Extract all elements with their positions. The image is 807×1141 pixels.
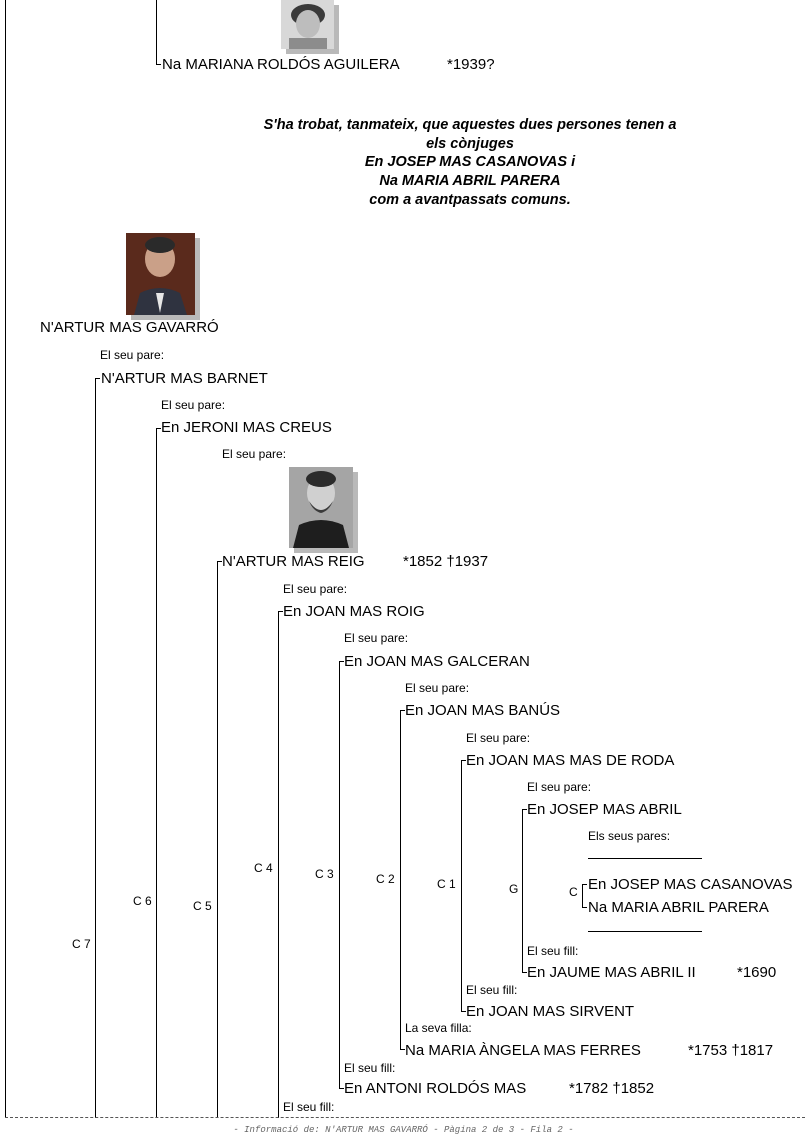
bracket-c7 bbox=[95, 378, 96, 1118]
message-line-4: Na MARIA ABRIL PARERA bbox=[379, 173, 561, 189]
gen-c1: C 1 bbox=[437, 877, 456, 891]
outer-left-line bbox=[5, 0, 6, 1118]
label-father-5: El seu pare: bbox=[344, 631, 409, 645]
gen-c7: C 7 bbox=[72, 937, 91, 951]
gen-c5: C 5 bbox=[193, 899, 212, 913]
person-josep-mas-abril: En JOSEP MAS ABRIL bbox=[527, 801, 682, 818]
person-antoni-roldos-mas: En ANTONI ROLDÓS MAS bbox=[344, 1080, 527, 1097]
person-artur-mas-reig-date: *1852 †1937 bbox=[403, 553, 489, 570]
bracket-couple-tick-top bbox=[582, 884, 587, 885]
person-maria-angela-mas-ferres-date: *1753 †1817 bbox=[688, 1042, 774, 1059]
person-joan-mas-galceran: En JOAN MAS GALCERAN bbox=[344, 653, 530, 670]
message-line-2: els cònjuges bbox=[426, 136, 514, 152]
person-jeroni-mas-creus: En JERONI MAS CREUS bbox=[161, 419, 332, 436]
bracket-c3 bbox=[339, 661, 340, 1088]
label-son-4: El seu fill: bbox=[283, 1100, 335, 1114]
parents-separator-top bbox=[588, 858, 702, 859]
gen-c6: C 6 bbox=[133, 894, 152, 908]
bracket-couple bbox=[582, 884, 583, 907]
label-father-4: El seu pare: bbox=[283, 582, 348, 596]
gen-c3: C 3 bbox=[315, 867, 334, 881]
mariana-name: Na MARIANA ROLDÓS AGUILERA bbox=[162, 56, 400, 73]
person-maria-abril-parera: Na MARIA ABRIL PARERA bbox=[588, 899, 769, 916]
bottom-dashed-border bbox=[5, 1117, 805, 1118]
page-footer: - Informació de: N'ARTUR MAS GAVARRÓ - Pàgina 2 de 3 - Fila 2 - bbox=[233, 1125, 574, 1135]
label-son-1: El seu fill: bbox=[527, 944, 579, 958]
parents-separator-bottom bbox=[588, 931, 702, 932]
label-father-2: El seu pare: bbox=[161, 398, 226, 412]
artur-mas-reig-photo bbox=[289, 467, 353, 548]
person-artur-mas-reig: N'ARTUR MAS REIG bbox=[222, 553, 365, 570]
mariana-bracket bbox=[156, 0, 157, 65]
label-parents: Els seus pares: bbox=[588, 829, 671, 843]
bracket-c1 bbox=[461, 760, 462, 1011]
person-artur-mas-gavarro: N'ARTUR MAS GAVARRÓ bbox=[40, 319, 219, 336]
bracket-couple-tick-bottom bbox=[582, 907, 587, 908]
mariana-photo bbox=[281, 0, 334, 49]
person-joan-mas-banus: En JOAN MAS BANÚS bbox=[405, 702, 561, 719]
mariana-bracket-tick bbox=[156, 64, 161, 65]
person-joan-mas-mas-de-roda: En JOAN MAS MAS DE RODA bbox=[466, 752, 675, 769]
person-jaume-mas-abril-date: *1690 bbox=[737, 964, 777, 981]
gen-g: G bbox=[509, 882, 519, 896]
label-son-3: El seu fill: bbox=[344, 1061, 396, 1075]
bracket-c7-tick bbox=[95, 378, 100, 379]
label-father-8: El seu pare: bbox=[527, 780, 592, 794]
message-line-5: com a avantpassats comuns. bbox=[369, 192, 571, 208]
person-maria-angela-mas-ferres: Na MARIA ÀNGELA MAS FERRES bbox=[405, 1042, 641, 1059]
gen-c2: C 2 bbox=[376, 872, 395, 886]
bracket-c6 bbox=[156, 428, 157, 1118]
bracket-c4 bbox=[278, 611, 279, 1118]
gen-c4: C 4 bbox=[254, 861, 273, 875]
person-josep-mas-casanovas: En JOSEP MAS CASANOVAS bbox=[588, 876, 793, 893]
message-line-1: S'ha trobat, tanmateix, que aquestes dues persones tenen a bbox=[263, 117, 677, 133]
label-father-3: El seu pare: bbox=[222, 447, 287, 461]
person-joan-mas-roig: En JOAN MAS ROIG bbox=[283, 603, 425, 620]
bracket-c2 bbox=[400, 710, 401, 1049]
label-father-1: El seu pare: bbox=[100, 348, 165, 362]
mariana-date: *1939? bbox=[447, 56, 495, 73]
bracket-c5 bbox=[217, 561, 218, 1118]
person-joan-mas-sirvent: En JOAN MAS SIRVENT bbox=[466, 1003, 635, 1020]
message-line-3: En JOSEP MAS CASANOVAS i bbox=[364, 154, 576, 170]
person-jaume-mas-abril: En JAUME MAS ABRIL II bbox=[527, 964, 696, 981]
bracket-g bbox=[522, 809, 523, 972]
label-father-7: El seu pare: bbox=[466, 731, 531, 745]
artur-mas-gavarro-photo bbox=[126, 233, 195, 315]
label-son-2: El seu fill: bbox=[466, 983, 518, 997]
gen-c: C bbox=[569, 885, 578, 899]
label-father-6: El seu pare: bbox=[405, 681, 470, 695]
person-artur-mas-barnet: N'ARTUR MAS BARNET bbox=[101, 370, 268, 387]
person-antoni-roldos-mas-date: *1782 †1852 bbox=[569, 1080, 655, 1097]
label-daughter: La seva filla: bbox=[405, 1021, 472, 1035]
